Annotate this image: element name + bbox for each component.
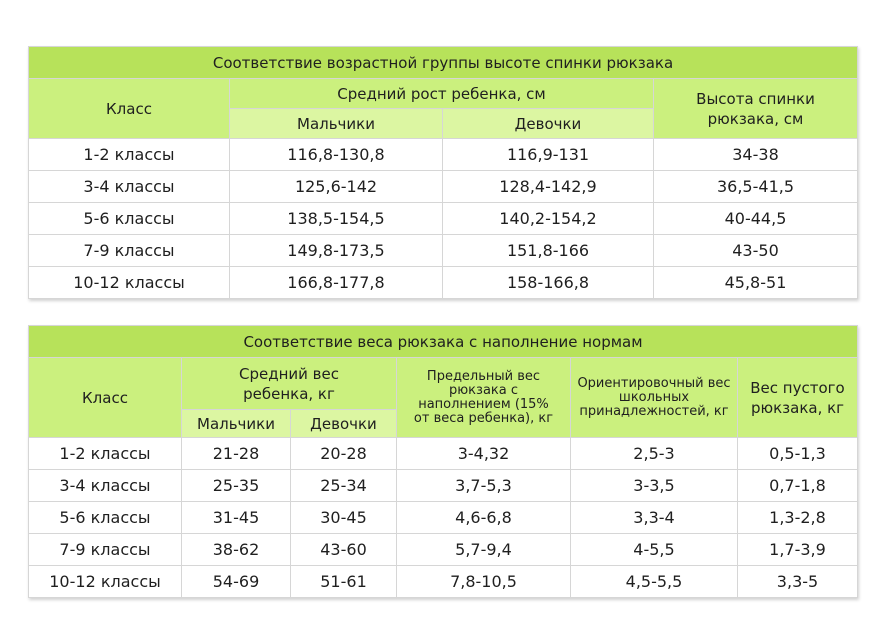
table-row — [29, 502, 858, 534]
cell-class: 1-2 классы — [29, 438, 182, 470]
cell-max-weight: 4,6-6,8 — [397, 502, 571, 534]
cell-class: 5-6 классы — [29, 203, 230, 235]
table-row — [29, 267, 858, 299]
table-row — [29, 534, 858, 566]
cell-class: 10-12 классы — [29, 566, 182, 598]
cell-back-height: 40-44,5 — [654, 203, 858, 235]
cell-boys-weight: 31-45 — [182, 502, 291, 534]
table-row — [29, 235, 858, 267]
cell-back-height: 36,5-41,5 — [654, 171, 858, 203]
cell-class: 7-9 классы — [29, 534, 182, 566]
cell-empty-weight: 0,5-1,3 — [738, 438, 858, 470]
cell-max-weight: 3,7-5,3 — [397, 470, 571, 502]
cell-boys-height: 149,8-173,5 — [230, 235, 443, 267]
cell-girls-weight: 30-45 — [291, 502, 397, 534]
cell-girls-height: 140,2-154,2 — [443, 203, 654, 235]
cell-supplies-weight: 2,5-3 — [571, 438, 738, 470]
cell-class: 5-6 классы — [29, 502, 182, 534]
cell-class: 1-2 классы — [29, 139, 230, 171]
cell-back-height: 43-50 — [654, 235, 858, 267]
cell-girls-height: 158-166,8 — [443, 267, 654, 299]
weight-table — [28, 325, 858, 598]
table-row — [29, 171, 858, 203]
table-row — [29, 566, 858, 598]
header-class: Класс — [29, 79, 230, 139]
header-max-weight: Предельный вес рюкзака с наполнением (15% от веса ребенка), кг — [397, 358, 571, 438]
header-girls: Девочки — [291, 410, 397, 438]
cell-boys-weight: 21-28 — [182, 438, 291, 470]
cell-girls-height: 116,9-131 — [443, 139, 654, 171]
height-table-caption: Соответствие возрастной группы высоте спинки рюкзака — [29, 47, 858, 79]
header-empty-weight: Вес пустого рюкзака, кг — [738, 358, 858, 438]
cell-boys-weight: 54-69 — [182, 566, 291, 598]
cell-class: 3-4 классы — [29, 171, 230, 203]
cell-supplies-weight: 3,3-4 — [571, 502, 738, 534]
cell-girls-weight: 20-28 — [291, 438, 397, 470]
cell-back-height: 34-38 — [654, 139, 858, 171]
cell-boys-height: 125,6-142 — [230, 171, 443, 203]
height-table — [28, 46, 858, 299]
header-class: Класс — [29, 358, 182, 438]
cell-supplies-weight: 3-3,5 — [571, 470, 738, 502]
header-boys: Мальчики — [230, 109, 443, 139]
cell-boys-weight: 38-62 — [182, 534, 291, 566]
header-supplies-weight: Ориентировочный вес школьных принадлежностей, кг — [571, 358, 738, 438]
cell-max-weight: 7,8-10,5 — [397, 566, 571, 598]
header-girls: Девочки — [443, 109, 654, 139]
table-row — [29, 438, 858, 470]
table-row — [29, 470, 858, 502]
cell-boys-height: 166,8-177,8 — [230, 267, 443, 299]
header-back-height: Высота спинки рюкзака, см — [654, 79, 858, 139]
cell-girls-weight: 43-60 — [291, 534, 397, 566]
table-row — [29, 203, 858, 235]
cell-girls-weight: 51-61 — [291, 566, 397, 598]
cell-empty-weight: 0,7-1,8 — [738, 470, 858, 502]
cell-girls-height: 151,8-166 — [443, 235, 654, 267]
header-boys: Мальчики — [182, 410, 291, 438]
cell-girls-weight: 25-34 — [291, 470, 397, 502]
cell-supplies-weight: 4-5,5 — [571, 534, 738, 566]
header-avg-weight: Средний вес ребенка, кг — [182, 358, 397, 410]
cell-class: 3-4 классы — [29, 470, 182, 502]
cell-empty-weight: 3,3-5 — [738, 566, 858, 598]
cell-class: 7-9 классы — [29, 235, 230, 267]
header-avg-height: Средний рост ребенка, см — [230, 79, 654, 109]
cell-max-weight: 3-4,32 — [397, 438, 571, 470]
cell-empty-weight: 1,7-3,9 — [738, 534, 858, 566]
cell-supplies-weight: 4,5-5,5 — [571, 566, 738, 598]
cell-boys-weight: 25-35 — [182, 470, 291, 502]
cell-max-weight: 5,7-9,4 — [397, 534, 571, 566]
table-row — [29, 139, 858, 171]
cell-boys-height: 138,5-154,5 — [230, 203, 443, 235]
cell-back-height: 45,8-51 — [654, 267, 858, 299]
cell-boys-height: 116,8-130,8 — [230, 139, 443, 171]
cell-girls-height: 128,4-142,9 — [443, 171, 654, 203]
weight-table-caption: Соответствие веса рюкзака с наполнение нормам — [29, 326, 858, 358]
cell-class: 10-12 классы — [29, 267, 230, 299]
cell-empty-weight: 1,3-2,8 — [738, 502, 858, 534]
